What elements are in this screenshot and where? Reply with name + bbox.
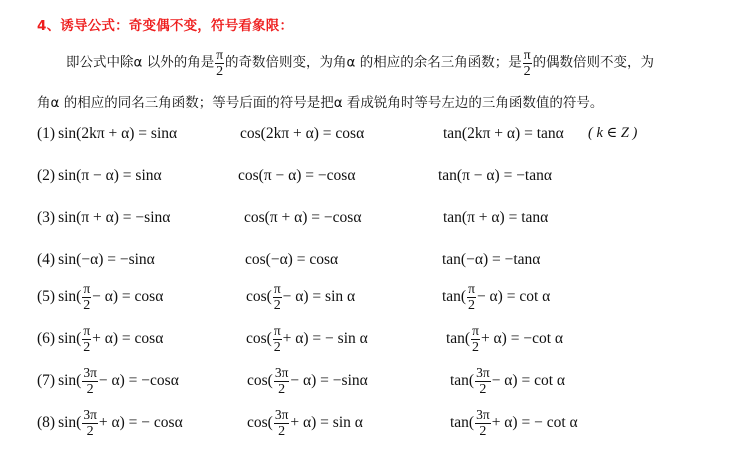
formula-lhs: tan( — [442, 288, 467, 306]
formula-lhs: tan( — [446, 330, 471, 348]
formula-lhs: sin( — [58, 330, 82, 348]
formula-sin-3 — [37, 209, 170, 227]
formula-label: (5) — [37, 288, 56, 306]
formula-label: (6) — [37, 330, 56, 348]
fraction-numerator: 3π — [83, 407, 97, 422]
pi-over-2-fraction — [215, 48, 224, 79]
formula-lhs: tan(π − α) = −tanα — [438, 167, 552, 184]
formula-lhs: cos(π + α) = −cosα — [244, 209, 362, 226]
fraction-numerator: π — [83, 281, 91, 296]
fraction-denominator: 2 — [273, 339, 281, 355]
formula-rhs: − α) = −cosα — [98, 372, 179, 390]
fraction-numerator: π — [273, 323, 281, 338]
formula-rhs: + α) = −cot α — [480, 330, 564, 348]
formula-sin-8 — [37, 408, 183, 439]
integer-condition: ( k ∈ Z ) — [588, 125, 638, 141]
fraction-denominator: 2 — [273, 297, 281, 313]
formula-label: (4) — [37, 251, 56, 268]
formula-sin-1 — [37, 125, 177, 143]
formula-lhs: sin(2kπ + α) = sinα — [58, 125, 178, 142]
fraction-denominator: 2 — [472, 339, 480, 355]
fraction-denominator: 2 — [278, 381, 286, 397]
fraction-denominator: 2 — [83, 339, 91, 355]
formula-tan-5 — [442, 282, 550, 313]
formula-tan-6 — [446, 324, 563, 355]
fraction-denominator: 2 — [83, 297, 91, 313]
formula-lhs: cos(2kπ + α) = cosα — [240, 125, 365, 142]
formula-cos-5 — [246, 282, 355, 313]
angle-fraction — [467, 282, 476, 313]
formula-lhs: cos(π − α) = −cosα — [238, 167, 356, 184]
explanation-text: 角α 的相应的同名三角函数；等号后面的符号是把α 看成锐角时等号左边的三角函数值的符号。 — [37, 95, 604, 111]
formula-label: (7) — [37, 372, 56, 390]
angle-fraction — [471, 324, 480, 355]
formula-tan-1 — [443, 125, 564, 143]
formula-lhs: cos(−α) = cosα — [245, 251, 339, 268]
formula-lhs: cos( — [247, 414, 273, 432]
formula-lhs: sin(−α) = −sinα — [58, 251, 155, 268]
fraction-numerator: 3π — [476, 407, 490, 422]
formula-tan-8 — [450, 408, 578, 439]
formula-rhs: + α) = − sin α — [282, 330, 368, 348]
formula-lhs: cos( — [246, 288, 272, 306]
explanation-text: 的奇数倍则变，为角α 的相应的余名三角函数；是 — [225, 54, 522, 71]
angle-fraction — [475, 366, 491, 397]
explanation-line-2 — [37, 91, 603, 112]
formula-cos-6 — [246, 324, 368, 355]
fraction-denominator: 2 — [479, 381, 487, 397]
fraction-denominator: 2 — [479, 423, 487, 439]
formula-rhs: + α) = cosα — [92, 330, 164, 348]
formula-rhs: + α) = − cosα — [98, 414, 183, 432]
formula-lhs: sin( — [58, 288, 82, 306]
formula-rhs: − α) = cot α — [491, 372, 566, 390]
formula-lhs: tan(π + α) = tanα — [443, 209, 549, 226]
formula-rhs: − α) = −sinα — [290, 372, 368, 390]
fraction-numerator: π — [472, 323, 479, 338]
formula-tan-3 — [443, 209, 548, 227]
fraction-denominator: 2 — [468, 297, 476, 313]
formula-cos-1 — [240, 125, 364, 143]
formula-lhs: cos( — [247, 372, 273, 390]
formula-label: (2) — [37, 167, 56, 184]
formula-lhs: cos( — [246, 330, 272, 348]
formula-lhs: sin( — [58, 414, 82, 432]
formula-sin-7 — [37, 366, 179, 397]
explanation-line-1 — [66, 48, 654, 79]
formula-rhs: + α) = − cot α — [491, 414, 578, 432]
formula-rhs: + α) = sin α — [290, 414, 363, 432]
fraction-numerator: π — [83, 323, 91, 338]
pi-over-2-fraction — [523, 48, 532, 79]
angle-fraction — [274, 408, 290, 439]
angle-fraction — [82, 408, 98, 439]
formula-lhs: sin( — [58, 372, 82, 390]
fraction-denominator: 2 — [86, 381, 94, 397]
angle-fraction — [273, 282, 282, 313]
formula-sin-2 — [37, 167, 162, 185]
fraction-numerator: 3π — [476, 365, 490, 380]
angle-fraction — [82, 366, 98, 397]
fraction-numerator: 3π — [274, 407, 289, 422]
formula-sin-4 — [37, 251, 155, 269]
formula-lhs: tan(−α) = −tanα — [442, 251, 541, 268]
angle-fraction — [274, 366, 290, 397]
fraction-numerator: 3π — [274, 365, 289, 380]
formula-cos-2 — [238, 167, 355, 185]
formula-label: (8) — [37, 414, 56, 432]
formula-cos-4 — [245, 251, 338, 269]
angle-fraction — [82, 324, 91, 355]
formula-sin-5 — [37, 282, 163, 313]
formula-label: (3) — [37, 209, 56, 226]
formula-label: (1) — [37, 125, 56, 142]
formula-cos-8 — [247, 408, 363, 439]
fraction-denominator: 2 — [278, 423, 286, 439]
formula-rhs: − α) = cot α — [476, 288, 551, 306]
formula-sin-6 — [37, 324, 163, 355]
formula-tan-4 — [442, 251, 540, 269]
formula-cos-3 — [244, 209, 361, 227]
formula-lhs: sin(π − α) = sinα — [58, 167, 162, 184]
formula-lhs: tan( — [450, 414, 475, 432]
angle-fraction — [273, 324, 282, 355]
formula-lhs: tan(2kπ + α) = tanα — [443, 125, 564, 142]
explanation-text: 即公式中除α 以外的角是 — [66, 54, 215, 71]
formula-rhs: − α) = sin α — [282, 288, 356, 306]
formula-tan-7 — [450, 366, 565, 397]
fraction-numerator: π — [216, 47, 224, 62]
explanation-text: 的偶数倍则不变，为 — [532, 54, 655, 71]
formula-lhs: sin(π + α) = −sinα — [58, 209, 171, 226]
fraction-numerator: π — [468, 281, 475, 296]
angle-fraction — [475, 408, 491, 439]
fraction-numerator: π — [523, 47, 531, 62]
fraction-denominator: 2 — [216, 63, 224, 79]
fraction-denominator: 2 — [86, 423, 94, 439]
formula-rhs: − α) = cosα — [92, 288, 164, 306]
angle-fraction — [82, 282, 91, 313]
section-heading: 4、诱导公式：奇变偶不变，符号看象限： — [37, 18, 294, 34]
formula-tan-2 — [438, 167, 552, 185]
formula-cos-7 — [247, 366, 368, 397]
formula-lhs: tan( — [450, 372, 475, 390]
fraction-numerator: 3π — [83, 365, 97, 380]
fraction-numerator: π — [273, 281, 281, 296]
fraction-denominator: 2 — [523, 63, 531, 79]
